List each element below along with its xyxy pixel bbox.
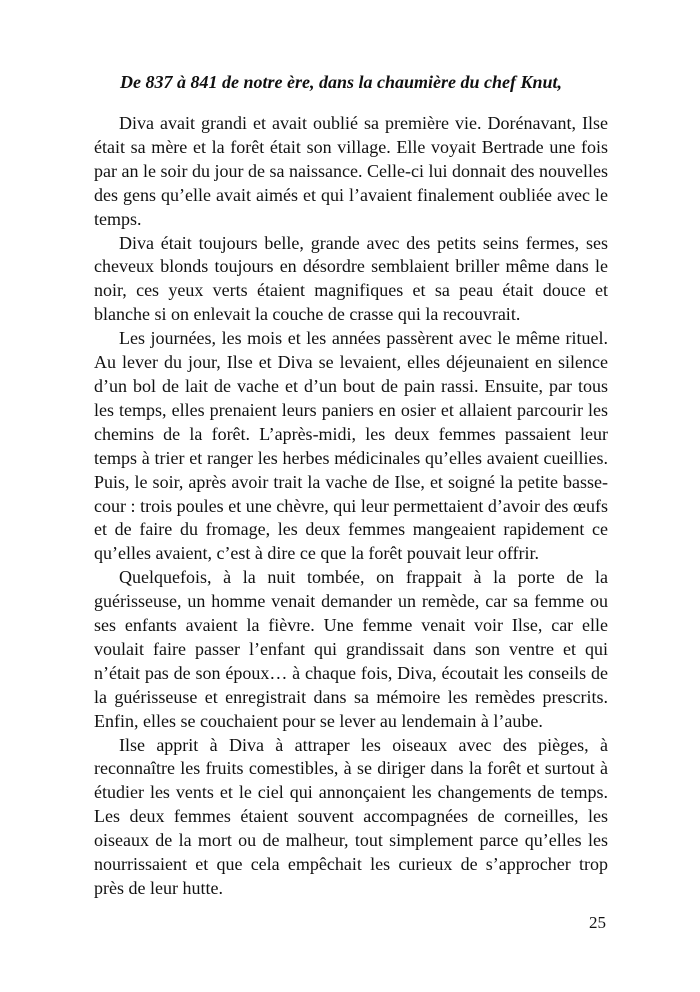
body-text [94,112,608,901]
paragraph: Ilse apprit à Diva à attraper les oiseaux avec des pièges, à reconnaître les fruits comestibles, à se diriger dans la forêt et surtout à étudier les vents et le ciel qui annonçaient les changements de temps. Les deux femmes étaient souvent accompagnées de corneilles, les oiseaux de la mort ou de malheur, tout simplement parce qu’elles les nourrissaient et que cela empêchait les curieux de s’approcher trop près de leur hutte. [94,734,608,898]
chapter-heading: De 837 à 841 de notre ère, dans la chaumière du chef Knut, [120,72,563,92]
paragraph: Les journées, les mois et les années passèrent avec le même rituel. Au lever du jour, Ilse et Diva se levaient, elles déjeunaient en silence d’un bol de lait de vache et d’un bout de pain rassi. Ensuite, par tous les temps, elles prenaient leurs paniers en osier et allaient parcourir les chemins de la forêt. L’après-midi, les deux femmes passaient leur temps à trier et ranger les herbes médicinales qu’elles avaient cueillies. Puis, le soir, après avoir trait la vache de Ilse, et soigné la petite basse-cour : trois poules et une chèvre, qui leur permettaient d’avoir des œufs et de faire du fromage, les deux femmes mangeaient rapidement ce qu’elles avaient, c’est à dire ce que la forêt pouvait leur offrir. [94,328,608,564]
page-number: 25 [589,913,606,932]
paragraph: Quelquefois, à la nuit tombée, on frappait à la porte de la guérisseuse, un homme venait demander un remède, car sa femme ou ses enfants avaient la fièvre. Une femme venait voir Ilse, car elle voulait faire passer l’enfant qui grandissait dans son ventre et qui n’était pas de son époux… à chaque fois, Diva, écoutait les conseils de la guérisseuse et enregistrait dans sa mémoire les remèdes prescrits. Enfin, elles se couchaient pour se lever au lendemain à l’aube. [94,567,608,731]
paragraph: Diva avait grandi et avait oublié sa première vie. Dorénavant, Ilse était sa mère et la forêt était son village. Elle voyait Bertrade une fois par an le soir du jour de sa naissance. Celle-ci lui donnait des nouvelles des gens qu’elle avait aimés et qui l’avaient finalement oubliée avec le temps. [94,113,608,229]
paragraph: Diva était toujours belle, grande avec des petits seins fermes, ses cheveux blonds toujours en désordre semblaient briller même dans le noir, ces yeux verts étaient magnifiques et sa peau était douce et blanche si on enlevait la couche de crasse qui la recouvrait. [94,232,608,325]
